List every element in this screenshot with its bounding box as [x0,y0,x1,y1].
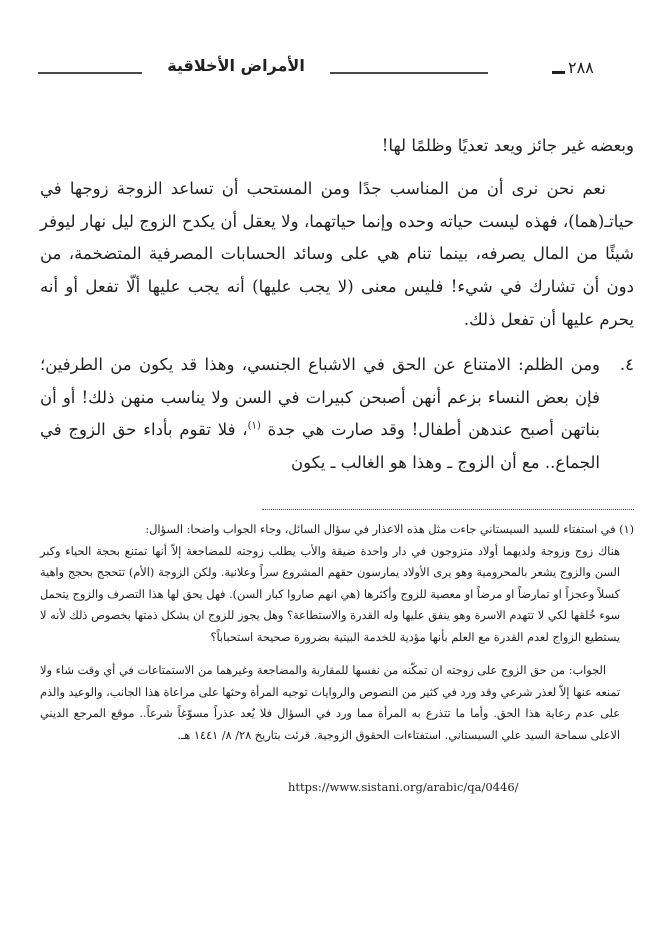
paragraph-2: نعم نحن نرى أن من المناسب جدًا ومن المستحب أن تساعد الزوجة زوجها في حياتـ(هما)، فهذه ليست حياته وحده وإنما حياتهما، ولا يعقل أن يكدح الزوج ليل نهار ليوفر شيئًا من المال يصرفه، بينما تنام هي على وسائد الحسابات المصرفية المتضخمة، من دون أن تشارك في شيء! فليس معنى (لا يجب عليها) أنه يجب عليها ألّا تفعل أو أنه يحرم عليها أن تفعل ذلك. [40,178,634,329]
footnote-reference[interactable]: (١) [247,420,261,432]
header-dash [552,71,565,74]
paragraph-1: وبعضه غير جائز ويعد تعديًا وظلمًا لها! [381,136,634,155]
footnote-separator [262,509,634,510]
footnote-answer: الجواب: من حق الزوج على زوجته ان تمكّنه من نفسها للمقاربة والمضاجعة وغيرهما من الاستمتاعات في أي وقت شاء ولا تمنعه عنها إلاّ لعذر شرعي وقد ورد في كثير من النصوص والروايات توجيه المرأة وحثها على مراعاة هذا الجانب، والوعيد والذم على عدم رعاية هذا الحق. وأما ما تتذرع به المرأة مما ورد في السؤال فلا يُعد عذراً مسوّغاً شرعاً.. موقع المرجع الديني الاعلى سماحة السيد علي السيستاني. استفتاءات الحقوق الزوجية. قرئت بتاريخ ٢٨/ ٨/ ١٤٤١ هـ. [40,664,620,742]
footnote-url[interactable]: https://www.sistani.org/arabic/qa/0446/ [288,780,519,794]
running-title: الأمراض الأخلاقية [167,56,305,75]
footnote-lead: (١) في استفتاء للسيد السيستاني جاءت مثل هذه الاعذار في سؤال السائل، وجاء الجواب واضحا: السؤال: [145,523,634,536]
main-text [40,130,634,480]
paragraph-3-text-end: ، فلا تقوم بأداء حق الزوج في الجماع.. مع أن الزوج ـ وهذا هو الغالب ـ يكون [40,420,600,473]
footnote-question [40,519,634,648]
footnote [40,519,634,746]
footnote-question-body: هناك زوج وزوجة ولديهما أولاد متزوجون في دار واحدة ضيقة والأب يطلب زوجته للمضاجعة إلاّ أنها تمتنع بحجة الحياء وكبر السن والزوج يشعر بالمحرومية وهو يرى الأولاد يمارسون حقهم المشروع سراً وعلانية. ولكن الزوجة (الأم) تتحجج بحجج واهية كسلاً وعجزاً او تمارضاً او مرضاً او معصية للزوج وأكثرها (هي انهم صاروا كبار السن). فهل يحق لها هذا التصرف والزوج يتحمل سوء خُلقها لكي لا تتهدم الاسرة وهو ينفق عليها وله القدرة والاستطاعة؟ وهل يجوز للزوج ان يشكل ذمتها بخصوص ذلك لأنه لا يستطيع الزواج لعدم القدرة مع العلم بأنها مؤدية للخدمة البيتية بضرورة صحيحة استحباباً؟ [40,544,620,644]
paragraph-3 [40,349,634,480]
header-rule-middle [330,72,488,74]
page-number: ٢٨٨ [568,58,594,77]
paragraph-3-text-start: ومن الظلم: الامتناع عن الحق في الاشباع الجنسي، وهذا قد يكون من الطرفين؛ فإن بعض النساء بزعم أنهن أصبحن كبيرات في السن ولا يناسب منهن ذلك! أو أن بناتهن أصبح عندهن أطفال! وقد صارت هي جدة [40,354,600,440]
header-rule-left [38,72,142,74]
page-header [38,56,632,86]
list-number: ٤. [619,354,634,374]
